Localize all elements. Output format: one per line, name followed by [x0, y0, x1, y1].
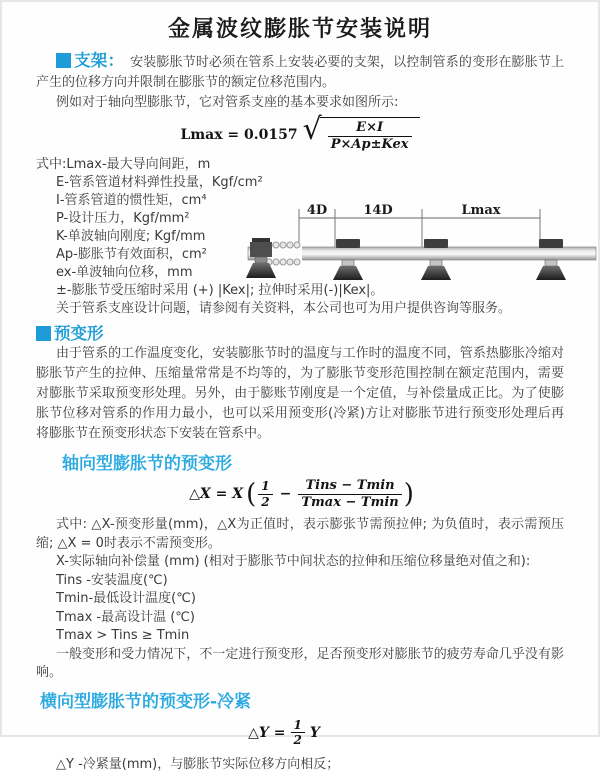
lmax-formula: [36, 112, 564, 152]
axial-note-line: 一般变形和受力情况下，不一定进行预变形，足否预变形对膨胀节的疲劳寿命几乎没有影响。: [36, 646, 564, 681]
support-section-heading: 支架：: [74, 51, 125, 70]
radical-body: [320, 117, 420, 152]
pipe-support-diagram: [242, 200, 602, 304]
dim-label-lmax: Lmax: [461, 203, 501, 218]
definition-line: P-设计压力，Kgf/mm²: [56, 211, 190, 227]
predeform-section-heading: 预变形: [54, 324, 104, 344]
temperature-definition-line: Tins -安装温度(℃): [56, 572, 168, 588]
dim-label-14d: 14D: [363, 203, 393, 218]
lateral-formula-lhs: △Y =: [248, 724, 286, 741]
section-bullet-icon: [56, 53, 71, 68]
predeform-section-heading-line: [36, 324, 564, 344]
definition-line: Ap-膨胀节有效面积，cm²: [56, 247, 207, 263]
axial-formula-lhs: △X = X: [189, 486, 244, 503]
one-half-fraction: [291, 718, 305, 748]
lateral-subsection-heading: 横向型膨胀节的预变形-冷紧: [40, 691, 252, 712]
lmax-formula-lhs: Lmax = 0.0157: [180, 126, 298, 143]
radical-sign-icon: √: [302, 112, 322, 147]
dim-label-4d: 4D: [306, 203, 328, 218]
definition-line: 式中:Lmax-最大导向间距，m: [36, 157, 211, 173]
temperature-fraction: [298, 478, 401, 510]
radical-expression: [302, 112, 420, 152]
lateral-coldpull-formula: [20, 718, 548, 748]
temperature-definition-line: Tmax -最高设计温 (℃): [56, 609, 195, 625]
half-denominator: 2: [258, 494, 272, 509]
minus-operator: −: [279, 486, 292, 503]
lateral-formula-rhs: Y: [309, 724, 320, 741]
lmax-fraction: [328, 120, 412, 152]
service-note-line: 关于管系支座设计问题，请参阅有关资料，本公司也可为用户提供咨询等服务。: [56, 301, 512, 317]
one-half-fraction: [258, 479, 272, 509]
half-numerator: 1: [293, 717, 302, 732]
support-intro-paragraph: [36, 51, 564, 93]
axial-subsection-heading: 轴向型膨胀节的预变形: [62, 454, 232, 475]
half-denominator: 2: [291, 732, 305, 747]
definition-line: I-管系管道的惯性矩，cm⁴: [56, 193, 207, 209]
plusminus-note-line: ±-膨胀节受压缩时采用 (+) |Kex|; 拉伸时采用(-)|Kex|。: [56, 283, 384, 299]
definition-line: ex-单波轴向位移，mm: [56, 265, 193, 281]
lmax-fraction-numerator: E×I: [356, 120, 384, 135]
temperature-fraction-denominator: Tmax − Tmin: [298, 494, 401, 511]
predeform-body-paragraph: 由于管系的工作温度变化，安装膨胀节时的温度与工作时的温度不同，管系热膨胀冷缩对膨胀节产生的拉伸、压缩量常常是不均等的，为了膨胀节变形范围控制在额定范围内，需要对膨胀节采取预变形处理。另外，由于膨账节刚度是一个定值，与补偿量成正比。为了使膨胀节位移对管系的作用力最小，也可以采用预变形(冷紧)方让对膨胀节进行预变形处理后再将膨胀节在预变形状态下安装在管系中。: [36, 346, 564, 442]
definition-line: K-单波轴向刚度; Kgf/mm: [56, 229, 206, 245]
page-title: 金属波纹膨胀节安装说明: [167, 17, 432, 42]
axial-x-definition-line: X-实际轴向补偿量 (mm) (相对于膨胀节中间状态的拉伸和压缩位移量绝对值之和):: [56, 554, 531, 570]
open-paren: (: [246, 478, 257, 511]
definition-line: E-管系管道材料弹性投量，Kgf/cm²: [56, 175, 263, 191]
support-intro-text: 安装膨胀节时必须在管系上安装必要的支架，以控制管系的变形在膨胀节上产生的位移方向并限制在膨胀节的额定位移范围内。: [36, 55, 564, 90]
axial-explain-paragraph: 式中: △X-预变形量(mm)，△X为正值时，表示膨张节需预拉伸; 为负值时，表示需预压缩; △X = 0时表示不需预变形。: [36, 517, 564, 551]
temperature-fraction-numerator: Tins − Tmin: [305, 478, 395, 494]
temperature-relation-line: Tmax > Tins ≥ Tmin: [56, 628, 190, 644]
lmax-fraction-denominator: P×Ap±Kex: [328, 136, 412, 153]
lateral-note-line: △Y -冷紧量(mm)，与膨胀节实际位移方向相反；: [56, 756, 340, 772]
axial-predeform-formula: [36, 478, 564, 510]
close-paren: ): [403, 478, 414, 511]
support-example-line: 例如对于轴向型膨胀节，它对管系支座的基本要求如图所示:: [56, 95, 399, 110]
half-numerator: 1: [261, 479, 270, 494]
document-content: [2, 51, 598, 774]
temperature-definition-line: Tmin-最低设计温度(℃): [56, 591, 196, 607]
section-bullet-icon: [36, 326, 51, 341]
